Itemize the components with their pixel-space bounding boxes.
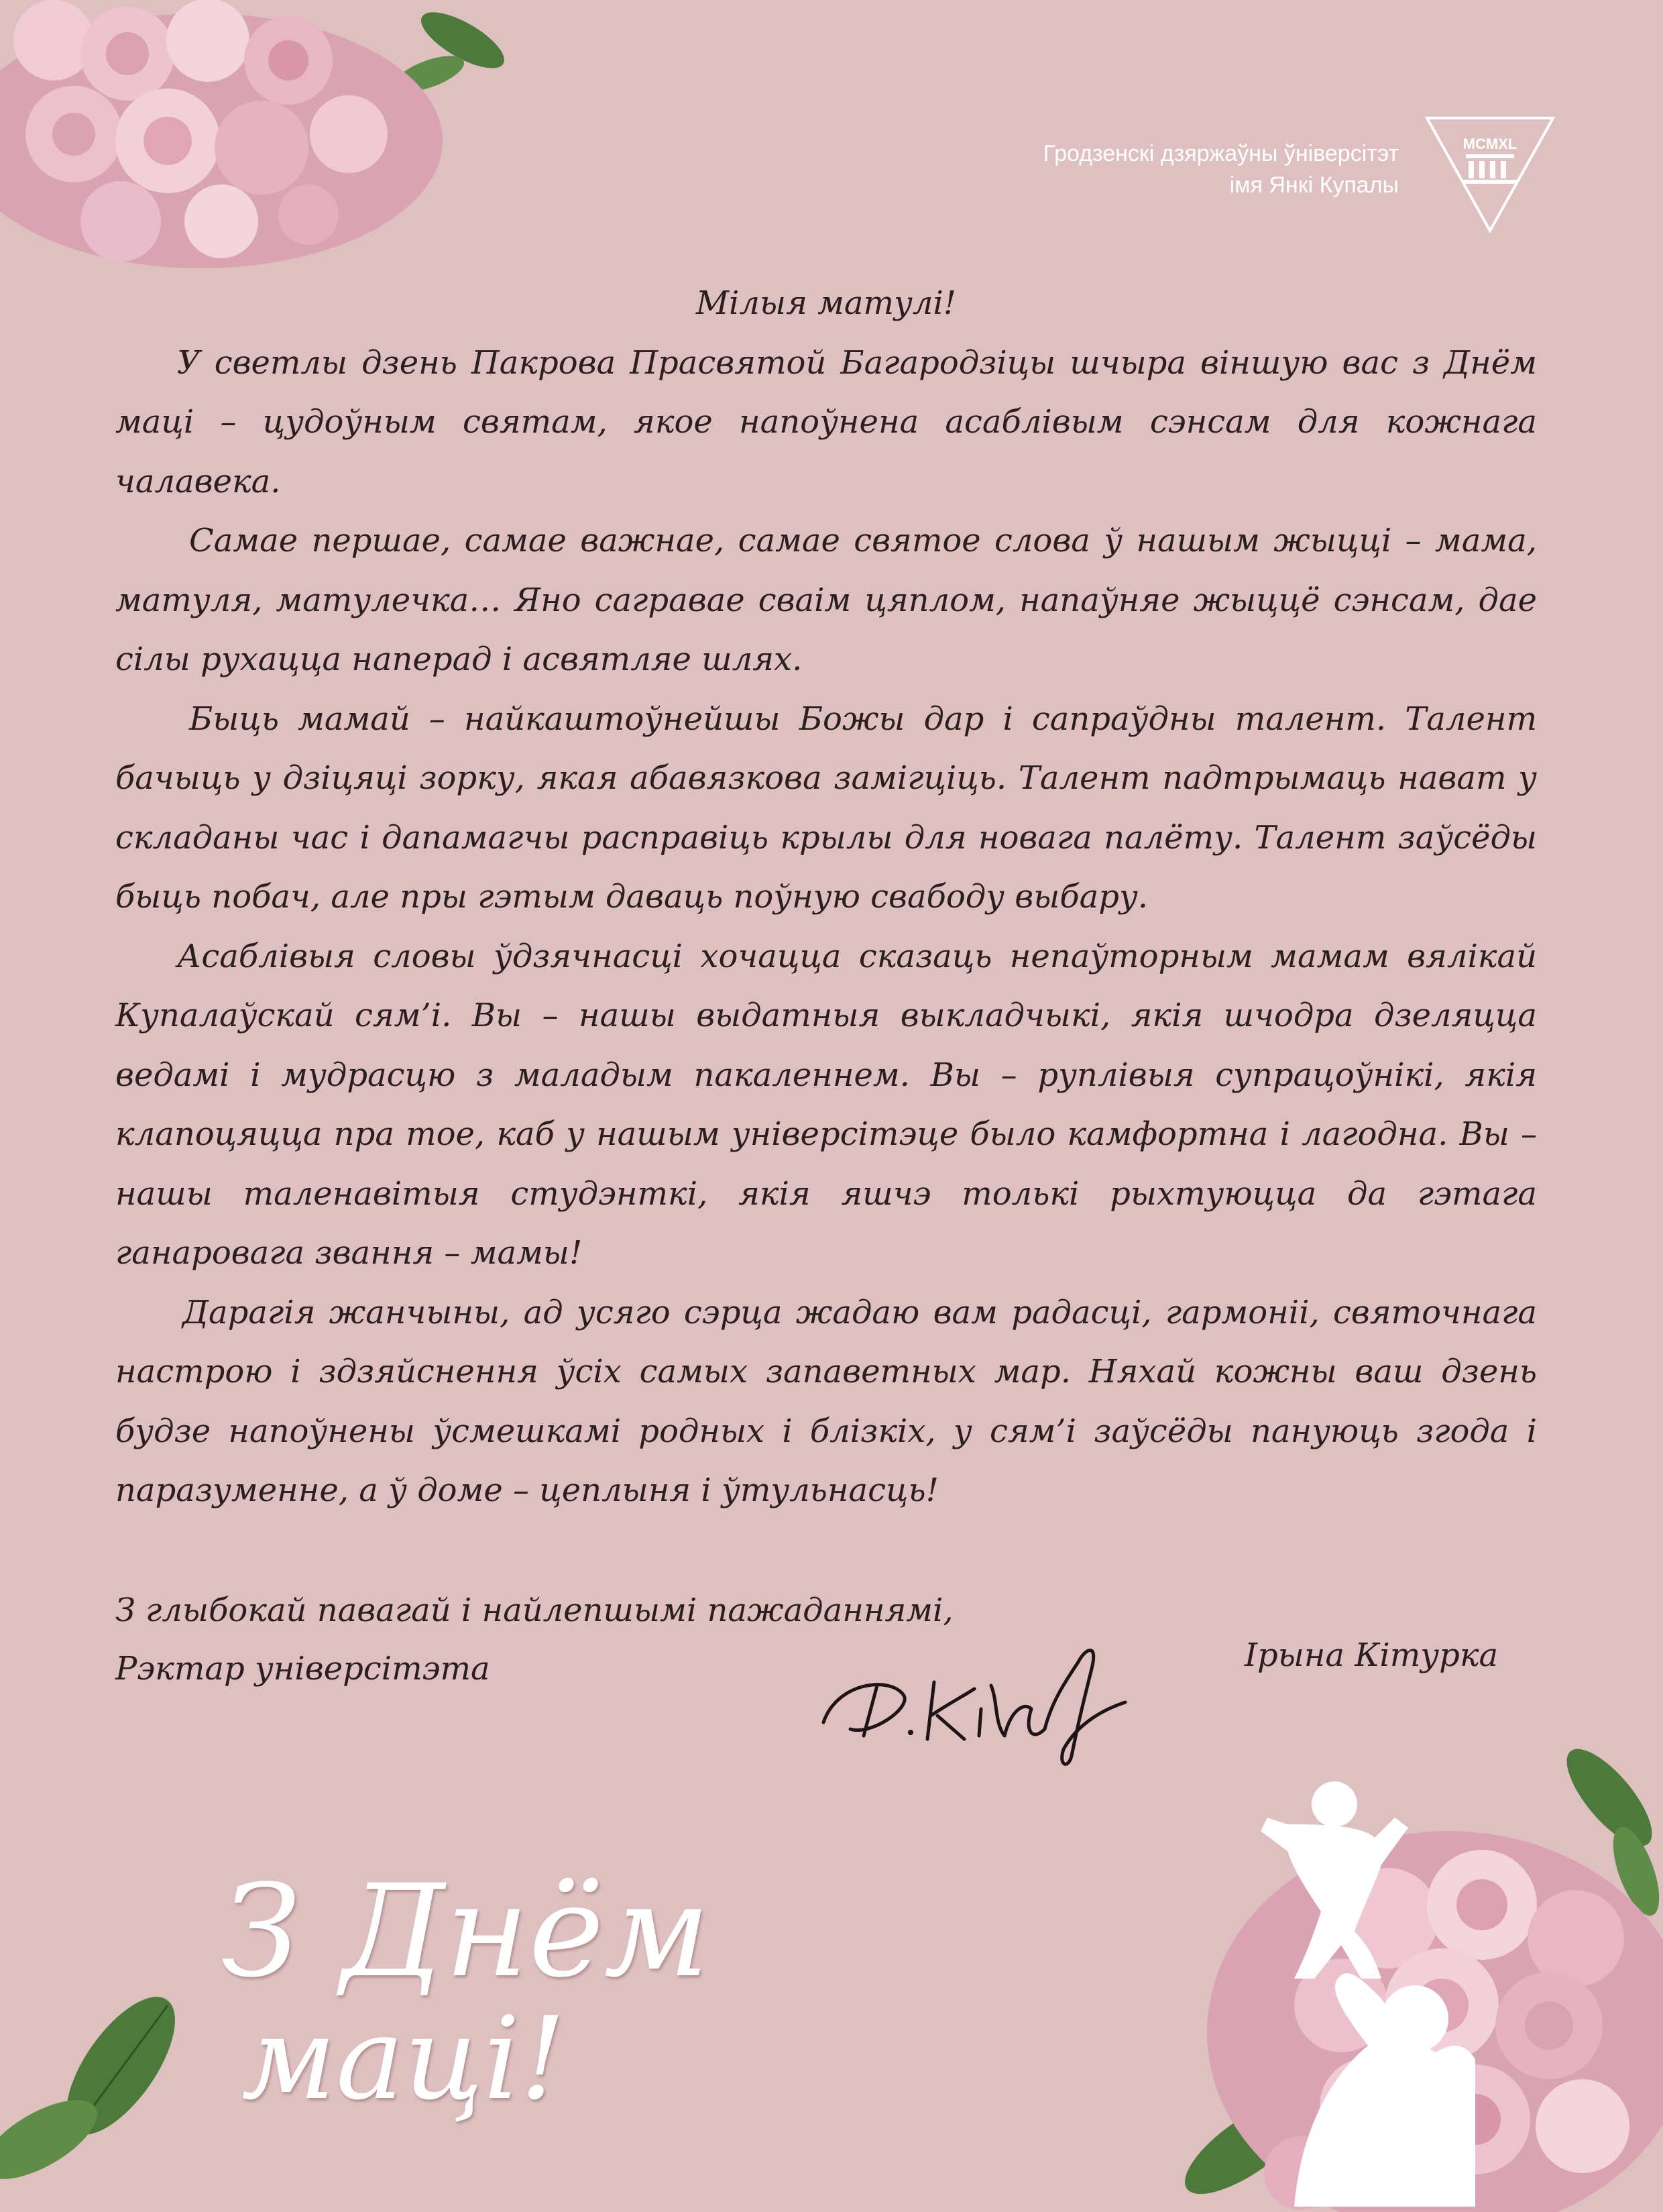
letter-paragraph-4: Асаблівыя словы ўдзячнасці хочацца сказаць непаўторным мамам вялікай Купалаўскай сям’і. Вы – нашы выдатныя выкладчыкі, якія шчодра дзеляцца ведамі і мудрасцю з маладым пакаленнем. Вы – руплівыя супрацоўнікі, якія клапоцяцца пра тое, каб у нашым універсітэце было камфортна і лагодна. Вы – нашы таленавітыя студэнткі, якія яшчэ толькі рыхтуюцца да гэтага ганаровага звання – мамы! — [115, 937, 1537, 1272]
rose-bouquet-top-left — [0, 0, 510, 282]
title-line-1: З Днём — [221, 1857, 710, 2005]
leaf-icon — [0, 1985, 221, 2212]
rector-name: Ірына Кітурка — [1245, 1637, 1499, 1674]
university-name-line1: Гродзенскі дзяржаўны ўніверсітэт — [1043, 141, 1399, 166]
title-line-2: маці! — [241, 1993, 566, 2125]
university-name-line2: імя Янкі Купалы — [1229, 172, 1399, 198]
letter-paragraph-1: У светлы дзень Пакрова Прасвятой Багародзіцы шчыра віншую вас з Днём маці – цудоўным святам, якое напоўнена асаблівым сэнсам для кожнага чалавека. — [115, 343, 1537, 500]
rector-signature — [810, 1622, 1159, 1776]
university-logo-icon — [1424, 115, 1556, 233]
letter-greeting: Мілыя матулі! — [695, 284, 957, 322]
letter-paragraph-5: Дарагія жанчыны, ад усяго сэрца жадаю вам радасці, гармоніі, святочнага настрою і здзяйснення ўсіх самых запаветных мар. Няхай кожны ваш дзень будзе напоўнены ўсмешкамі родных і блізкіх, у сям’і заўсёды пануюць згода і паразуменне, а ў доме – цеплыня і ўтульнасць! — [115, 1293, 1537, 1509]
logo-text: MCMXL — [1463, 135, 1517, 152]
letter-paragraph-3: Быць мамай – найкаштоўнейшы Божы дар і сапраўдны талент. Талент бачыць у дзіцяці зорку, якая абавязкова замігціць. Талент падтрымаць нават у складаны час і дапамагчы расправіць крылы для новага палёту. Талент заўсёды быць побач, але пры гэтым даваць поўную свабоду выбару. — [115, 700, 1537, 916]
closing-line-1: З глыбокай павагай і найлепшымі пажаданнямі, — [115, 1592, 954, 1629]
title-mothers-day — [221, 1857, 710, 2125]
letter-body — [115, 274, 1537, 1520]
closing-line-2: Рэктар універсітэта — [115, 1650, 490, 1688]
mother-child-silhouette-icon — [1194, 1777, 1475, 2207]
letter-paragraph-2: Самае першае, самае важнае, самае святое слова ў нашым жыцці – мама, матуля, матулечка… Яно саграваe сваім цяплом, напаўняе жыццё сэнсам, дае сілы рухацца наперад і асвятляе шлях. — [115, 522, 1537, 678]
university-name — [1043, 138, 1399, 201]
